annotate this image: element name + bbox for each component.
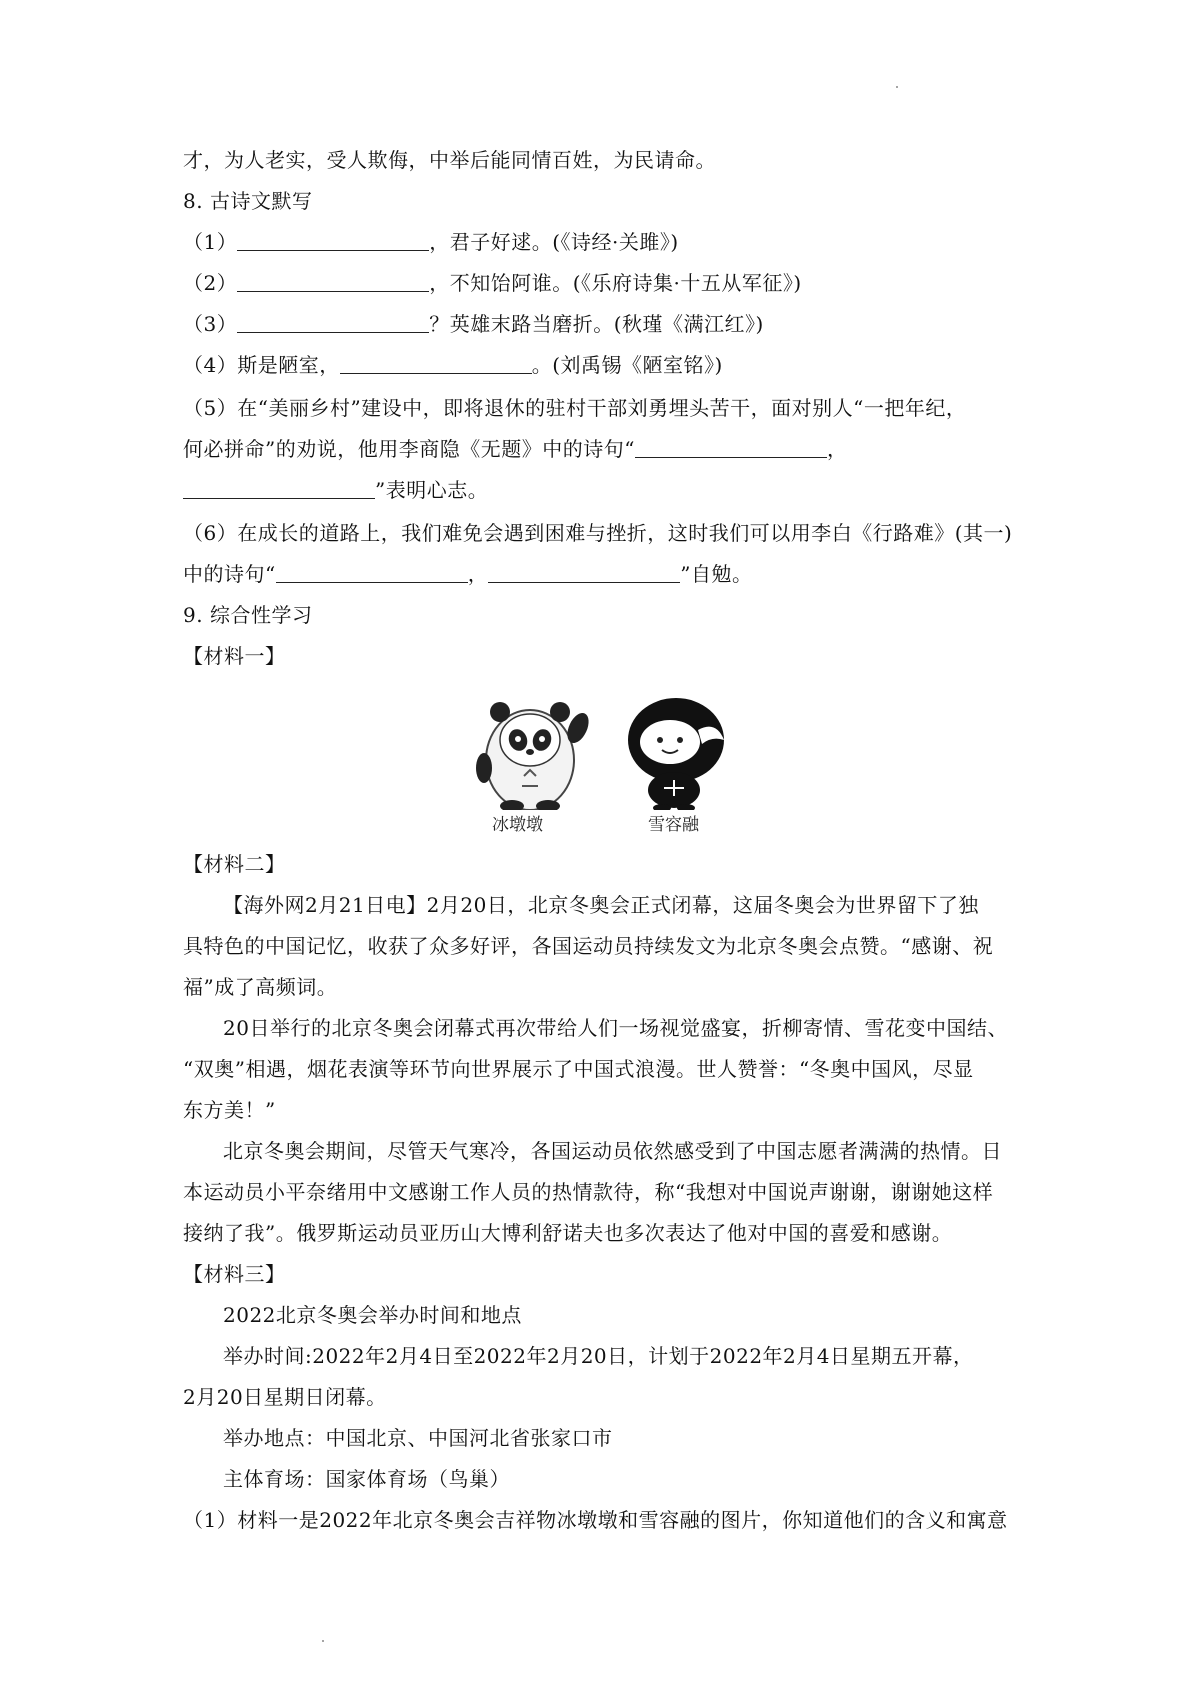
caption-shuey-rhon-rhon: 雪容融 [648, 815, 699, 835]
paragraph-line: 20日举行的北京冬奥会闭幕式再次带给人们一场视觉盛宴，折柳寄情、雪花变中国结、 [223, 1016, 1008, 1040]
paragraph-line: 福”成了高频词。 [183, 975, 338, 999]
answer-blank[interactable] [276, 562, 468, 583]
paragraph-line: 主体育场：国家体育场（鸟巢） [223, 1467, 510, 1491]
answer-blank[interactable] [237, 312, 429, 333]
material-2-label: 【材料二】 [183, 852, 286, 876]
answer-blank[interactable] [488, 562, 680, 583]
q8-item-1: （1） ，君子好逑。(《诗经·关雎》) [183, 230, 679, 254]
q8-item-3: （3） ？英雄末路当磨折。(秋瑾《满江红》) [183, 312, 764, 336]
mascot-figure [470, 690, 740, 840]
mascot-illustration [470, 690, 740, 810]
q8-item-2: （2） ，不知饴阿谁。(《乐府诗集·十五从军征》) [183, 271, 802, 295]
bing-dwen-dwen-image [476, 702, 593, 810]
q8-item-6-line-1: （6）在成长的道路上，我们难免会遇到困难与挫折，这时我们可以用李白《行路难》(其一) [183, 521, 1013, 545]
answer-blank[interactable] [635, 437, 827, 458]
question-8-title: 8. 古诗文默写 [183, 189, 313, 213]
scan-speck [896, 86, 898, 88]
answer-blank[interactable] [237, 230, 429, 251]
paragraph-line: 举办地点：中国北京、中国河北省张家口市 [223, 1426, 613, 1450]
paragraph-line: 北京冬奥会期间，尽管天气寒冷，各国运动员依然感受到了中国志愿者满满的热情。日 [223, 1139, 1002, 1163]
q8-item-5-line-3: ”表明心志。 [183, 476, 488, 504]
q8-item-6-line-2: 中的诗句“ ， ”自勉。 [183, 562, 753, 586]
q8-item-5-line-2: 何必拼命”的劝说，他用李商隐《无题》中的诗句“ ， [183, 437, 848, 461]
paragraph-line: 2022北京冬奥会举办时间和地点 [223, 1303, 522, 1327]
paragraph-line: 【海外网2月21日电】2月20日，北京冬奥会正式闭幕，这届冬奥会为世界留下了独 [223, 893, 979, 917]
answer-blank[interactable] [340, 353, 532, 374]
paragraph-line: 举办时间:2022年2月4日至2022年2月20日，计划于2022年2月4日星期五开幕， [223, 1344, 974, 1368]
paragraph-line: 2月20日星期日闭幕。 [183, 1385, 387, 1409]
paragraph-line: 具特色的中国记忆，收获了众多好评，各国运动员持续发文为北京冬奥会点赞。“感谢、祝 [183, 934, 994, 958]
question-9-1: （1）材料一是2022年北京冬奥会吉祥物冰墩墩和雪容融的图片，你知道他们的含义和寓意 [183, 1508, 1008, 1532]
paragraph-line: 接纳了我”。俄罗斯运动员亚历山大博利舒诺夫也多次表达了他对中国的喜爱和感谢。 [183, 1221, 953, 1245]
paragraph-line: 东方美！” [183, 1098, 276, 1122]
material-1-label: 【材料一】 [183, 644, 286, 668]
question-9-title: 9. 综合性学习 [183, 603, 313, 627]
q8-item-4: （4）斯是陋室， 。(刘禹锡《陋室铭》) [183, 353, 723, 377]
scan-speck [322, 1640, 324, 1642]
q8-item-5-line-1: （5）在“美丽乡村”建设中，即将退休的驻村干部刘勇埋头苦干，面对别人“一把年纪， [183, 396, 967, 420]
paragraph-line: 本运动员小平奈绪用中文感谢工作人员的热情款待，称“我想对中国说声谢谢，谢谢她这样 [183, 1180, 994, 1204]
text-line: 才，为人老实，受人欺侮，中举后能同情百姓，为民请命。 [183, 148, 716, 172]
paragraph-line: “双奥”相遇，烟花表演等环节向世界展示了中国式浪漫。世人赞誉：“冬奥中国风，尽显 [183, 1057, 974, 1081]
material-3-label: 【材料三】 [183, 1262, 286, 1286]
answer-blank[interactable] [183, 478, 375, 499]
shuey-rhon-rhon-image [628, 698, 724, 810]
caption-bing-dwen-dwen: 冰墩墩 [492, 815, 543, 835]
answer-blank[interactable] [237, 271, 429, 292]
